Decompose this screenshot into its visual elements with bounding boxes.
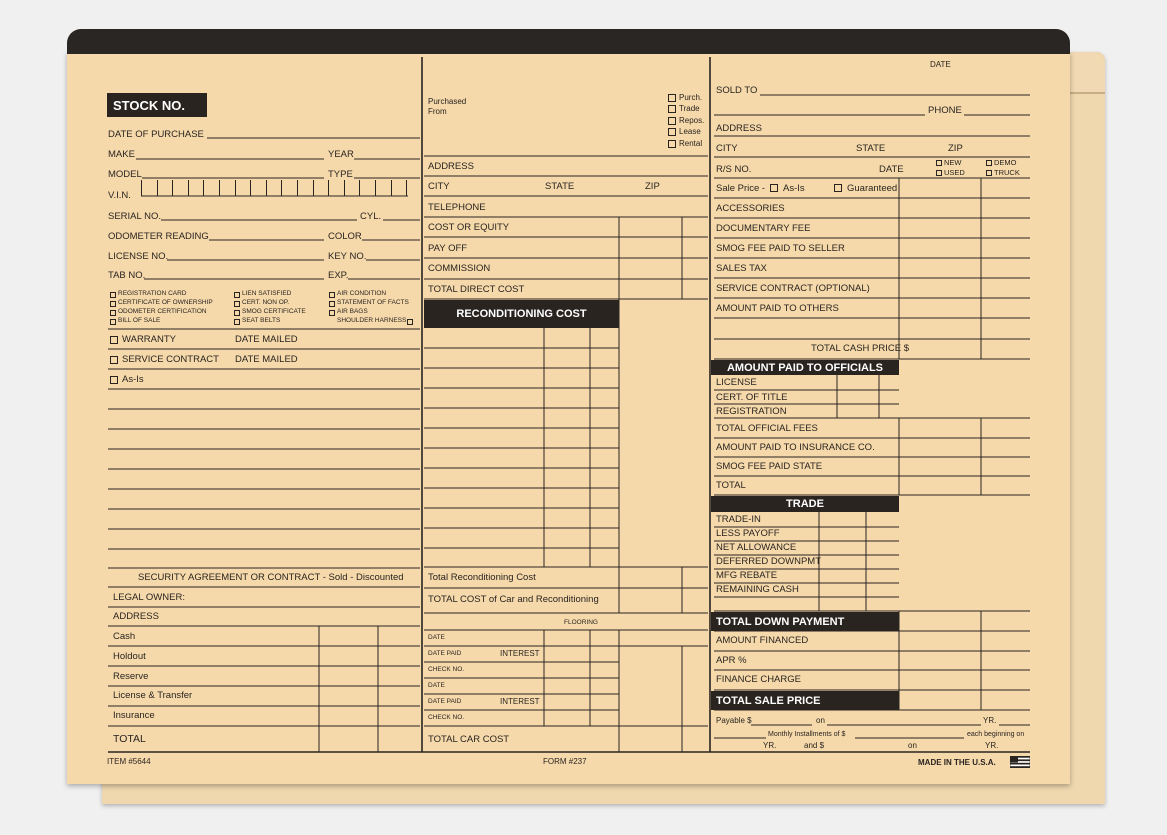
cert-non-op-checkbox[interactable] — [234, 301, 240, 307]
telephone-label: TELEPHONE — [428, 202, 486, 213]
make-label: MAKE — [108, 149, 135, 160]
monthly-installments-label: Monthly Installments of $ — [768, 731, 846, 738]
new-label: NEW — [944, 158, 962, 167]
doc-label: AIR BAGS — [337, 308, 368, 315]
used-label: USED — [944, 168, 965, 177]
date-label: DATE — [879, 164, 904, 175]
repos-checkbox[interactable] — [668, 117, 676, 125]
cost-row-label: COMMISSION — [428, 263, 491, 274]
doc-label: SHOULDER HARNESS — [337, 317, 407, 324]
registration-card-checkbox[interactable] — [110, 292, 116, 298]
vin-char-box[interactable] — [359, 180, 374, 196]
official-row-label: REGISTRATION — [716, 406, 787, 417]
vin-char-box[interactable] — [344, 180, 359, 196]
certificate-ownership-checkbox[interactable] — [110, 301, 116, 307]
on-label: on — [816, 716, 825, 725]
as-is-label: As-Is — [783, 183, 805, 194]
total-down-payment-header: TOTAL DOWN PAYMENT — [711, 612, 899, 631]
purch-checkbox[interactable] — [668, 94, 676, 102]
service-contract-checkbox[interactable] — [110, 356, 118, 364]
vin-char-box[interactable] — [235, 180, 250, 196]
vin-char-box[interactable] — [203, 180, 218, 196]
air-bags-checkbox[interactable] — [329, 310, 335, 316]
rental-checkbox[interactable] — [668, 140, 676, 148]
service-contract-label: SERVICE CONTRACT — [122, 354, 219, 365]
type-label: TYPE — [328, 169, 353, 180]
date-mailed-label: DATE MAILED — [235, 354, 298, 365]
as-is-checkbox[interactable] — [110, 376, 118, 384]
doc-label: ODOMETER CERTIFICATION — [118, 308, 207, 315]
address-label: ADDRESS — [113, 611, 159, 622]
vin-char-box[interactable] — [141, 180, 156, 196]
interest-label: INTEREST — [500, 649, 540, 658]
us-flag-icon — [1010, 756, 1030, 768]
flooring-row-label: CHECK NO. — [428, 666, 465, 673]
flooring-row-label: CHECK NO. — [428, 714, 465, 721]
lease-checkbox[interactable] — [668, 128, 676, 136]
flooring-label: FLOORING — [564, 619, 598, 626]
trade-header: TRADE — [711, 496, 899, 512]
vin-char-box[interactable] — [391, 180, 406, 196]
doc-label: SMOG CERTIFICATE — [242, 308, 306, 315]
vin-char-box[interactable] — [313, 180, 328, 196]
state-label: STATE — [856, 143, 886, 154]
state-label: STATE — [545, 181, 575, 192]
doc-label: AIR CONDITION — [337, 290, 387, 297]
vin-char-box[interactable] — [281, 180, 296, 196]
doc-label: REGISTRATION CARD — [118, 290, 187, 297]
total-cash-price-label: TOTAL CASH PRICE $ — [811, 343, 910, 354]
official-row-label: LICENSE — [716, 377, 757, 388]
doc-label: BILL OF SALE — [118, 317, 161, 324]
key-no-label: KEY NO. — [328, 251, 367, 262]
shoulder-harness-checkbox[interactable] — [407, 319, 413, 325]
vin-char-box[interactable] — [297, 180, 312, 196]
payment-row-label: Reserve — [113, 671, 149, 682]
doc-label: LIEN SATISFIED — [242, 290, 292, 297]
trade-row-label: MFG REBATE — [716, 570, 778, 581]
flooring-row-label: DATE — [428, 634, 445, 641]
as-is-label: As-Is — [122, 374, 144, 385]
purchased-label: Purchased — [428, 97, 467, 106]
vin-char-box[interactable] — [250, 180, 265, 196]
truck-label: TRUCK — [994, 168, 1020, 177]
date-label: DATE — [930, 60, 951, 69]
cost-row-label: PAY OFF — [428, 243, 468, 254]
address-label: ADDRESS — [716, 123, 762, 134]
fee-row-label: AMOUNT PAID TO INSURANCE CO. — [716, 442, 875, 453]
official-row-label: CERT. OF TITLE — [716, 392, 788, 403]
from-label: From — [428, 107, 447, 116]
guaranteed-checkbox[interactable] — [834, 184, 842, 192]
used-checkbox[interactable] — [936, 170, 942, 176]
date-mailed-label: DATE MAILED — [235, 334, 298, 345]
cost-row-label: COST OR EQUITY — [428, 222, 510, 233]
seat-belts-checkbox[interactable] — [234, 319, 240, 325]
vin-char-box[interactable] — [172, 180, 187, 196]
fee-row-label: TOTAL — [716, 480, 746, 491]
demo-checkbox[interactable] — [986, 160, 992, 166]
finance-row-label: FINANCE CHARGE — [716, 674, 801, 685]
tab-no-label: TAB NO. — [108, 270, 146, 281]
smog-certificate-checkbox[interactable] — [234, 310, 240, 316]
payment-row-label: Holdout — [113, 651, 146, 662]
total-sale-price-header: TOTAL SALE PRICE — [711, 691, 899, 710]
option-label: Purch. — [679, 93, 703, 102]
legal-owner-label: LEGAL OWNER: — [113, 592, 185, 603]
sale-price-label: Sale Price - — [716, 183, 766, 194]
flooring-row-label: DATE PAID — [428, 650, 462, 657]
model-label: MODEL — [108, 169, 142, 180]
vin-label: V.I.N. — [108, 190, 131, 201]
sale-row-label: SALES TAX — [716, 263, 767, 274]
vin-char-box[interactable] — [188, 180, 203, 196]
color-label: COLOR — [328, 231, 362, 242]
stock-no-label: STOCK NO. — [107, 93, 207, 117]
option-label: Rental — [679, 139, 703, 148]
lien-satisfied-checkbox[interactable] — [234, 292, 240, 298]
phone-label: PHONE — [928, 105, 962, 116]
payable-label: Payable $ — [716, 716, 752, 725]
doc-label: SEAT BELTS — [242, 317, 281, 324]
trade-row-label: DEFERRED DOWNPMT — [716, 556, 822, 567]
payment-row-label: Cash — [113, 631, 136, 642]
trade-row-label: TRADE-IN — [716, 514, 761, 525]
vin-char-box[interactable] — [266, 180, 281, 196]
air-condition-checkbox[interactable] — [329, 292, 335, 298]
new-checkbox[interactable] — [936, 160, 942, 166]
flooring-row-label: DATE — [428, 682, 445, 689]
vin-char-box[interactable] — [157, 180, 172, 196]
yr-label: YR. — [983, 716, 997, 725]
sale-as-is-checkbox[interactable] — [770, 184, 778, 192]
vin-char-box-end — [406, 180, 407, 196]
city-label: CITY — [428, 181, 450, 192]
doc-label: STATEMENT OF FACTS — [337, 299, 409, 306]
truck-checkbox[interactable] — [986, 170, 992, 176]
and-label: and $ — [804, 741, 825, 750]
sale-row-label: ACCESSORIES — [716, 203, 785, 214]
doc-label: CERTIFICATE OF OWNERSHIP — [118, 299, 213, 306]
zip-label: ZIP — [645, 181, 660, 192]
trade-row-label: REMAINING CASH — [716, 584, 799, 595]
year-label: YEAR — [328, 149, 354, 160]
cost-row-label: TOTAL DIRECT COST — [428, 284, 525, 295]
total-cost-car-recon-label: TOTAL COST of Car and Reconditioning — [428, 594, 599, 605]
date-of-purchase-label: DATE OF PURCHASE — [108, 129, 204, 140]
form-number: FORM #237 — [543, 757, 587, 766]
bill-of-sale-checkbox[interactable] — [110, 319, 116, 325]
odometer-label: ODOMETER READING — [108, 231, 209, 242]
vin-char-box[interactable] — [219, 180, 234, 196]
made-in-usa-label: MADE IN THE U.S.A. — [918, 758, 996, 767]
sale-row-label: AMOUNT PAID TO OTHERS — [716, 303, 839, 314]
demo-label: DEMO — [994, 158, 1017, 167]
payment-row-label: License & Transfer — [113, 690, 193, 701]
doc-label: CERT. NON OP. — [242, 299, 290, 306]
on-label: on — [908, 741, 917, 750]
guaranteed-label: Guaranteed — [847, 183, 898, 194]
odometer-certification-checkbox[interactable] — [110, 310, 116, 316]
total-car-cost-label: TOTAL CAR COST — [428, 734, 510, 745]
interest-label: INTEREST — [500, 697, 540, 706]
sale-row-label: SMOG FEE PAID TO SELLER — [716, 243, 845, 254]
sale-row-label: DOCUMENTARY FEE — [716, 223, 811, 234]
address-label: ADDRESS — [428, 161, 474, 172]
yr-label: YR. — [985, 741, 999, 750]
finance-row-label: APR % — [716, 655, 747, 666]
exp-label: EXP. — [328, 270, 349, 281]
option-label: Lease — [679, 127, 701, 136]
reconditioning-cost-header: RECONDITIONING COST — [424, 300, 619, 328]
total-reconditioning-label: Total Reconditioning Cost — [428, 572, 536, 583]
serial-no-label: SERIAL NO. — [108, 211, 161, 222]
item-number: ITEM #5644 — [107, 757, 151, 766]
city-label: CITY — [716, 143, 738, 154]
warranty-checkbox[interactable] — [110, 336, 118, 344]
flooring-row-label: DATE PAID — [428, 698, 462, 705]
trade-row-label: LESS PAYOFF — [716, 528, 780, 539]
statement-of-facts-checkbox[interactable] — [329, 301, 335, 307]
fee-row-label: TOTAL OFFICIAL FEES — [716, 423, 818, 434]
sale-row-label: SERVICE CONTRACT (OPTIONAL) — [716, 283, 870, 294]
zip-label: ZIP — [948, 143, 963, 154]
option-label: Repos. — [679, 116, 705, 125]
yr-label: YR. — [763, 741, 777, 750]
trade-checkbox[interactable] — [668, 105, 676, 113]
vin-char-box[interactable] — [375, 180, 390, 196]
cyl-label: CYL. — [360, 211, 382, 222]
rs-no-label: R/S NO. — [716, 164, 752, 175]
security-agreement-label: SECURITY AGREEMENT OR CONTRACT - Sold - Discounted — [138, 572, 404, 583]
fee-row-label: SMOG FEE PAID STATE — [716, 461, 823, 472]
license-no-label: LICENSE NO. — [108, 251, 169, 262]
trade-row-label: NET ALLOWANCE — [716, 542, 797, 553]
amount-paid-officials-header: AMOUNT PAID TO OFFICIALS — [711, 360, 899, 375]
each-beginning-label: each beginning on — [967, 731, 1025, 738]
sold-to-label: SOLD TO — [716, 85, 758, 96]
total-label: TOTAL — [113, 733, 146, 745]
warranty-label: WARRANTY — [122, 334, 177, 345]
finance-row-label: AMOUNT FINANCED — [716, 635, 809, 646]
payment-row-label: Insurance — [113, 710, 155, 721]
option-label: Trade — [679, 104, 700, 113]
vin-char-box[interactable] — [328, 180, 343, 196]
